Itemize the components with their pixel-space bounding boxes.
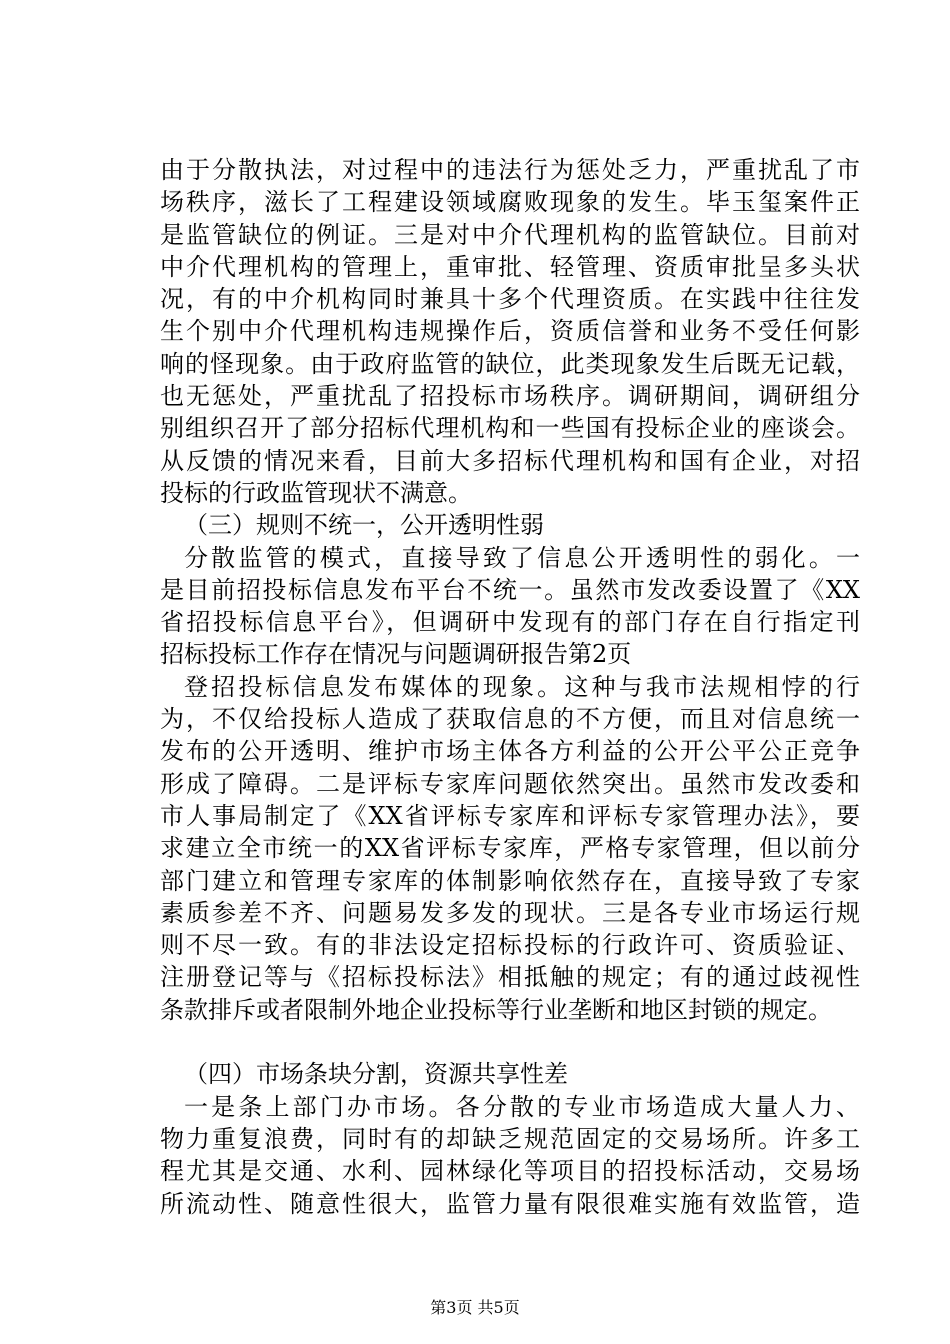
text-line: 由于分散执法，对过程中的违法行为惩处乏力，严重扰乱了市 [160, 156, 860, 184]
text-line: 场秩序，滋长了工程建设领域腐败现象的发生。毕玉玺案件正 [160, 188, 860, 217]
inline-page-marker: 招标投标工作存在情况与问题调研报告第2页 [160, 640, 632, 669]
text-line: 别组织召开了部分招标代理机构和一些国有投标企业的座谈会。 [160, 414, 860, 443]
document-body [160, 154, 860, 1220]
text-line: 部门建立和管理专家库的体制影响依然存在，直接导致了专家 [160, 866, 860, 895]
section-heading-4: （四）市场条块分割，资源共享性差 [184, 1060, 568, 1089]
text-line: 程尤其是交通、水利、园林绿化等项目的招投标活动，交易场 [160, 1157, 860, 1186]
text-line: 是监管缺位的例证。三是对中介代理机构的监管缺位。目前对 [160, 220, 860, 249]
text-line: 分散监管的模式，直接导致了信息公开透明性的弱化。一 [184, 543, 860, 572]
text-line: 为，不仅给投标人造成了获取信息的不方便，而且对信息统一 [160, 705, 860, 734]
text-line: 发布的公开透明、维护市场主体各方利益的公开公平公正竞争 [160, 737, 860, 766]
paragraph-gap [160, 1026, 860, 1058]
text-line: 一是条上部门办市场。各分散的专业市场造成大量人力、 [184, 1092, 860, 1121]
text-line: 市人事局制定了《XX省评标专家库和评标专家管理办法》，要 [160, 801, 860, 830]
text-line: 投标的行政监管现状不满意。 [160, 478, 472, 507]
page-footer: 第3页 共5页 [430, 1298, 520, 1317]
text-line: 登招投标信息发布媒体的现象。这种与我市法规相悖的行 [184, 672, 860, 701]
text-line: 中介代理机构的管理上，重审批、轻管理、资质审批呈多头状 [160, 252, 860, 281]
text-line: 则不尽一致。有的非法设定招标投标的行政许可、资质验证、 [160, 931, 860, 960]
text-line: 况，有的中介机构同时兼具十多个代理资质。在实践中往往发 [160, 285, 860, 314]
text-line: 形成了障碍。二是评标专家库问题依然突出。虽然市发改委和 [160, 769, 860, 798]
text-line: 求建立全市统一的XX省评标专家库，严格专家管理，但以前分 [160, 834, 860, 863]
text-line: 注册登记等与《招标投标法》相抵触的规定；有的通过歧视性 [160, 963, 860, 992]
text-line: 生个别中介代理机构违规操作后，资质信誉和业务不受任何影 [160, 317, 860, 346]
text-line: 从反馈的情况来看，目前大多招标代理机构和国有企业，对招 [160, 446, 860, 475]
text-line: 条款排斥或者限制外地企业投标等行业垄断和地区封锁的规定。 [160, 995, 832, 1024]
text-line: 是目前招投标信息发布平台不统一。虽然市发改委设置了《XX [160, 575, 860, 604]
text-line: 响的怪现象。由于政府监管的缺位，此类现象发生后既无记载， [160, 349, 860, 378]
text-line: 省招投标信息平台》，但调研中发现有的部门存在自行指定刊 [160, 608, 860, 637]
text-line: 所流动性、随意性很大，监管力量有限很难实施有效监管，造 [160, 1189, 860, 1218]
text-line: 物力重复浪费，同时有的却缺乏规范固定的交易场所。许多工 [160, 1124, 860, 1153]
section-heading-3: （三）规则不统一，公开透明性弱 [184, 511, 544, 540]
text-line: 素质参差不齐、问题易发多发的现状。三是各专业市场运行规 [160, 898, 860, 927]
text-line: 也无惩处，严重扰乱了招投标市场秩序。调研期间，调研组分 [160, 382, 860, 411]
